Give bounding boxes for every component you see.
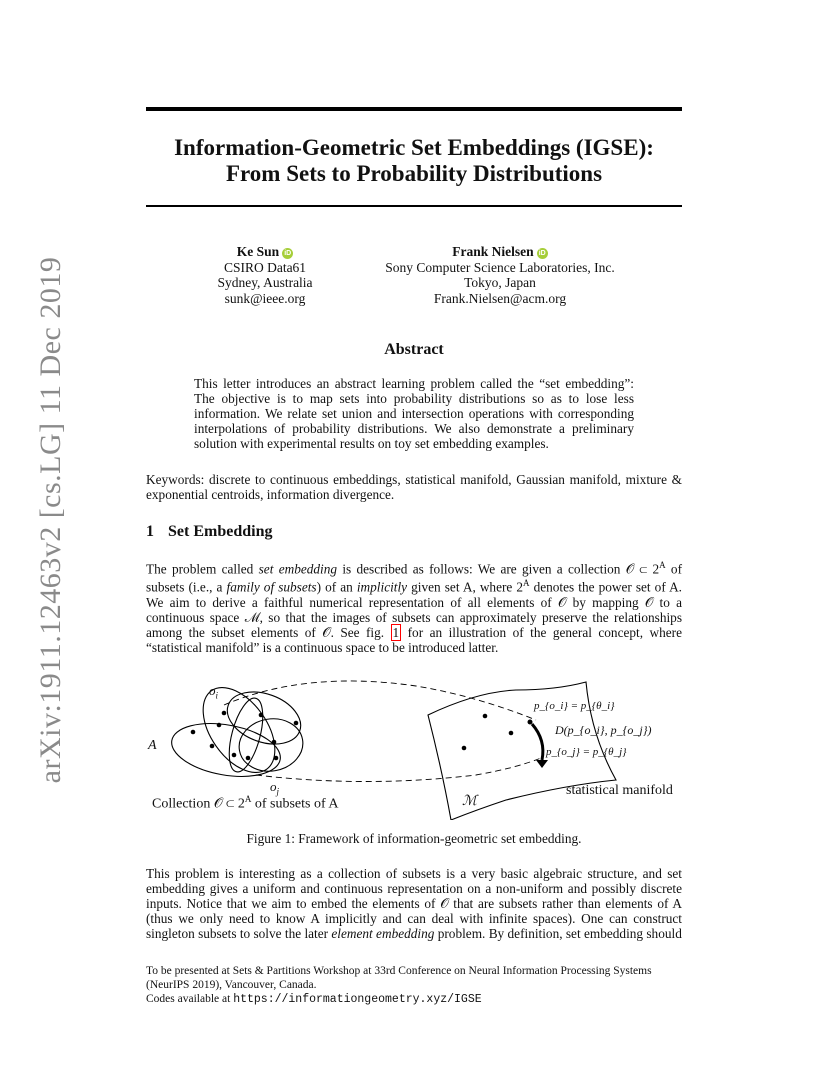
label-oi: $o_i$ <box>209 683 219 701</box>
title-bottom-rule <box>146 205 682 207</box>
keywords: Keywords: discrete to continuous embeddings, statistical manifold, Gaussian manifold, mixture & exponential centroids, information divergence. <box>146 472 682 502</box>
manifold-point <box>483 714 488 719</box>
label-set-A: A <box>148 738 157 753</box>
author-name: Frank Nielsen <box>452 244 534 259</box>
label-oj: $o_j$ <box>270 779 280 797</box>
mapping-curve-oi <box>224 681 536 720</box>
set-element-dot <box>217 723 222 728</box>
divergence-arrowhead <box>536 760 548 768</box>
author-email[interactable]: sunk@ieee.org <box>224 290 306 306</box>
author-email[interactable]: Frank.Nielsen@acm.org <box>433 290 567 306</box>
footnote <box>146 964 682 1007</box>
set-element-dot <box>222 711 227 716</box>
author-location: Tokyo, Japan <box>464 275 536 290</box>
figure-caption: Figure 1: Framework of information-geometric set embedding. <box>246 831 582 846</box>
equation-divergence: D(p_{o_i}, p_{o_j}) <box>555 723 652 737</box>
figure-reference-link[interactable]: 1 <box>392 624 400 640</box>
equation-p-oi: p_{o_i} = p_{θ_i} <box>534 700 615 712</box>
orcid-icon[interactable]: iD <box>284 250 292 257</box>
abstract-text: This letter introduces an abstract learning problem called the “set embedding”: The objective is to map sets into probability distributions so as to lose less information. We relate set union and intersection operations with corresponding interpolations of probability distributions. We also demonstrate a preliminary solution with experimental results on toy set embedding examples. <box>194 376 634 451</box>
section-heading <box>146 523 272 541</box>
section-paragraph-2: This problem is interesting as a collection of subsets is a very basic algebraic structure, and set embedding gives a uniform and continuous representation on a non-uniform and possibly discrete inputs. Notice that we aim to embed the elements of 𝒪 that are subsets rather than elements of A (thus we only need to know A implicitly and can deal with infinite spaces). One can construct singleton subsets to solve the later element embedding problem. By definition, set embedding should <box>146 866 682 941</box>
set-element-dot <box>272 740 277 745</box>
title-top-rule <box>146 107 682 111</box>
divergence-curve <box>532 724 543 760</box>
manifold-point <box>528 720 533 725</box>
statistical-manifold-label: statistical manifold <box>566 783 673 798</box>
footnote-code: Codes available at https://informationgeometry.xyz/IGSE <box>146 993 482 1006</box>
set-element-dot <box>274 756 279 761</box>
code-url-link[interactable]: https://informationgeometry.xyz/IGSE <box>233 993 482 1006</box>
author-name: Ke Sun <box>236 244 280 259</box>
paper-title-line-2: From Sets to Probability Distributions <box>225 161 603 186</box>
collection-label: Collection 𝒪 ⊂ $2^A$ of subsets of A <box>152 794 339 812</box>
abstract-heading: Abstract <box>384 341 444 358</box>
section-number: 1 <box>146 523 154 540</box>
author-block-1 <box>190 244 340 306</box>
manifold-point <box>462 746 467 751</box>
set-element-dot <box>259 713 264 718</box>
set-element-dot <box>294 721 299 726</box>
author-location: Sydney, Australia <box>217 275 313 290</box>
subset-ellipse <box>167 716 284 784</box>
section-paragraph-1: The problem called set embedding is described as follows: We are given a collection 𝒪 ⊂ $2^A$ of subsets (i.e., a family of subsets) of an implicitly given set A, where $2^A$ denotes the power set of A. We aim to derive a faithful numerical representation of all elements of 𝒪 by mapping 𝒪 to a continuous space ℳ, so that the images of subsets can approximately preserve the relationships among the subset elements of 𝒪. See fig. 1 for an illustration of the general concept, where “statistical manifold” is a continuous space to be introduced latter. <box>146 560 683 655</box>
orcid-icon[interactable]: iD <box>538 250 546 257</box>
author-affiliation: Sony Computer Science Laboratories, Inc. <box>385 259 615 275</box>
paper-title-line-1: Information-Geometric Set Embeddings (IGSE): <box>174 135 654 160</box>
arxiv-identifier: arXiv:1911.12463v2 [cs.LG] 11 Dec 2019 <box>34 256 67 784</box>
footnote-venue: To be presented at Sets & Partitions Workshop at 33rd Conference on Neural Information Processing Systems (NeurIPS 2019), Vancouver, Canada. <box>146 965 652 991</box>
manifold-point <box>509 731 514 736</box>
set-element-dot <box>210 744 215 749</box>
set-element-dot <box>232 753 237 758</box>
label-manifold-M: ℳ <box>462 794 477 809</box>
equation-p-oj: p_{o_j} = p_{θ_j} <box>546 746 627 758</box>
author-affiliation: CSIRO Data61 <box>223 259 307 275</box>
mapping-curve-oj <box>256 758 541 782</box>
set-element-dot <box>246 756 251 761</box>
set-element-dot <box>191 730 196 735</box>
author-block-2 <box>370 244 630 306</box>
section-title: Set Embedding <box>168 523 273 540</box>
